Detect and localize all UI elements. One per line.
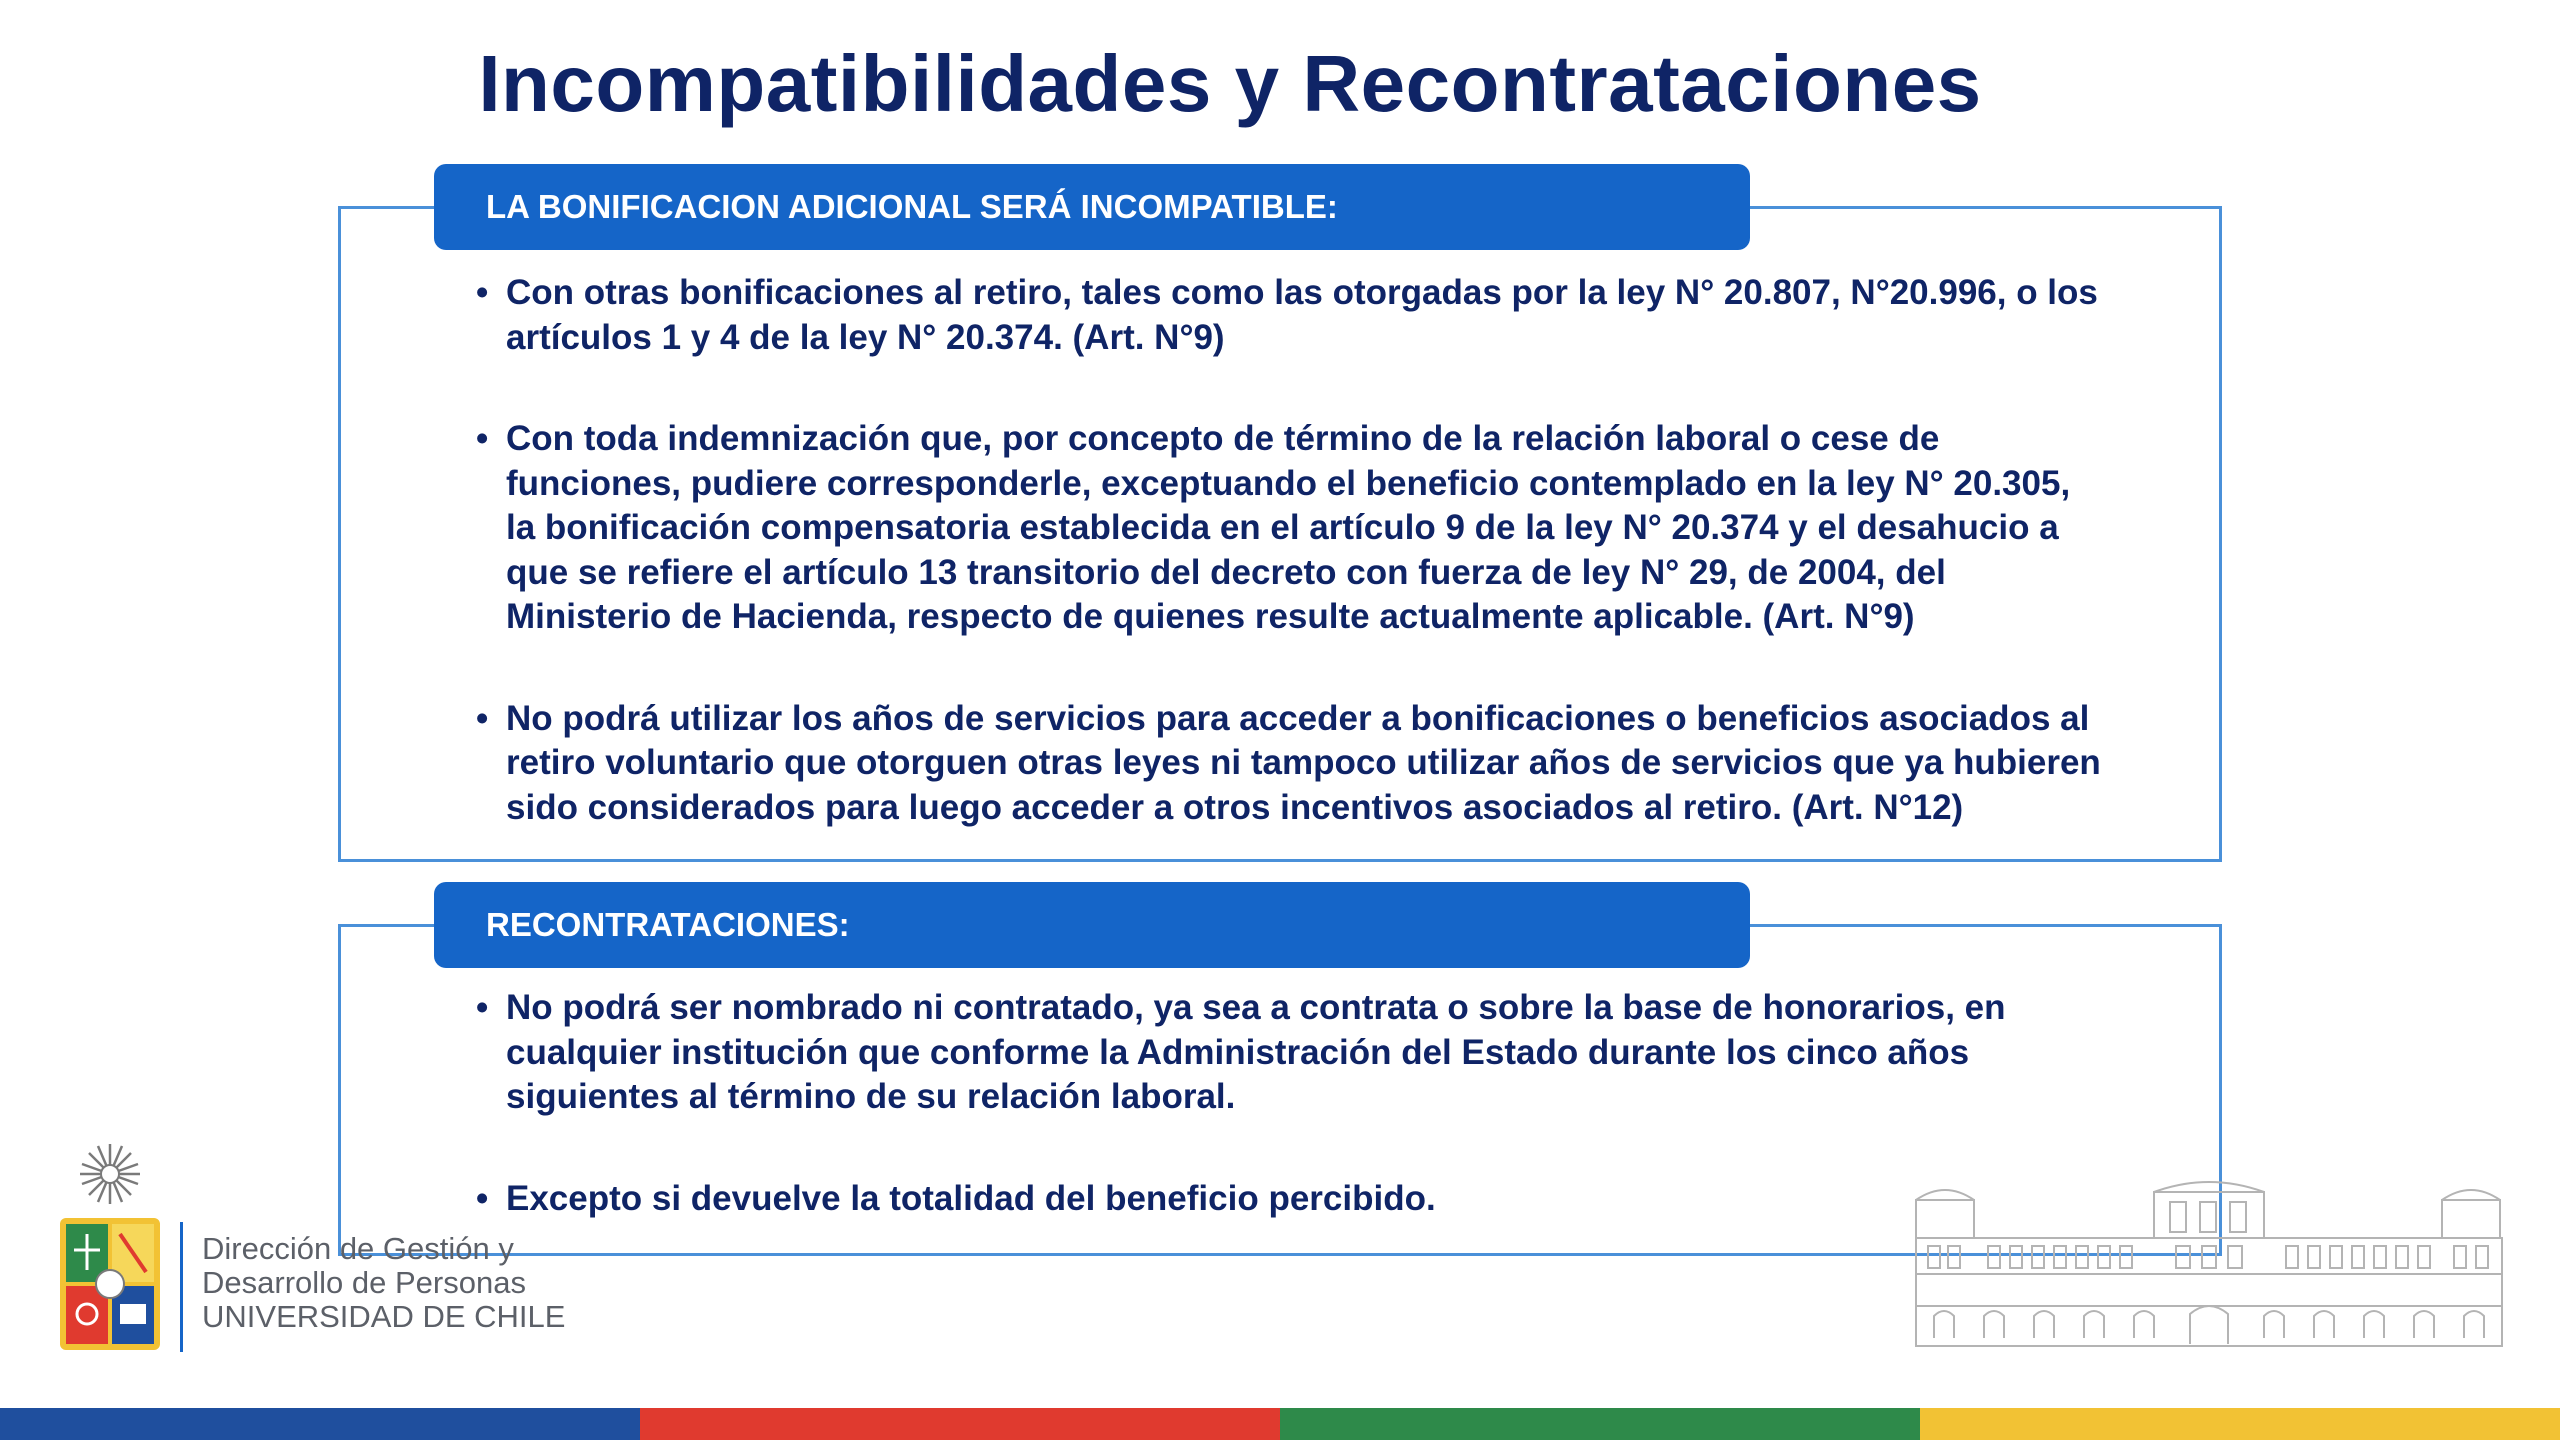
stripe-green [1280, 1408, 1920, 1440]
stripe-blue [0, 1408, 640, 1440]
list-item: • No podrá ser nombrado ni contratado, ya sea a contrata o sobre la base de honorarios, en cualquier institución que conforme la Administración del Estado durante los cinco años siguientes al término de su relación laboral. [482, 986, 2102, 1120]
list-item: • No podrá utilizar los años de servicios para acceder a bonificaciones o beneficios asociados al retiro voluntario que otorguen otras leyes ni tampoco utilizar años de servicios que ya hubieren sido considerados para luego acceder a otros incentivos asociados al retiro. (Art. N°12) [482, 697, 2102, 831]
logo-line-3: UNIVERSIDAD DE CHILE [202, 1299, 566, 1334]
logo-line-2: Desarrollo de Personas [202, 1265, 526, 1300]
institution-name [202, 1232, 565, 1334]
stripe-red [640, 1408, 1280, 1440]
incompatibility-header [434, 164, 1750, 250]
rehiring-list [482, 986, 2102, 1278]
list-item: • Con otras bonificaciones al retiro, tales como las otorgadas por la ley N° 20.807, N°20.996, o los artículos 1 y 4 de la ley N° 20.374. (Art. N°9) [482, 271, 2102, 360]
list-item: • Con toda indemnización que, por concepto de término de la relación laboral o cese de funciones, pudiere corresponderle, exceptuando el beneficio contemplado en la ley N° 20.305, la bonificación compensatoria establecida en el artículo 9 de la ley N° 20.374 y el desahucio a que se refiere el artículo 13 transitorio del decreto con fuerza de ley N° 29, de 2004, del Ministerio de Hacienda, respecto de quienes resulte actualmente aplicable. (Art. N°9) [482, 417, 2102, 640]
university-building-icon [1914, 1178, 2504, 1348]
logo-line-1: Dirección de Gestión y [202, 1231, 514, 1266]
rehiring-header [434, 882, 1750, 968]
incompatibility-list [482, 271, 2102, 887]
slide-title: Incompatibilidades y Recontrataciones [478, 39, 1982, 128]
stripe-yellow [1920, 1408, 2560, 1440]
incompatibility-heading: LA BONIFICACION ADICIONAL SERÁ INCOMPATIBLE: [486, 188, 1338, 225]
brand-color-stripe [0, 1408, 2560, 1440]
list-item: • Excepto si devuelve la totalidad del beneficio percibido. [482, 1177, 2102, 1222]
rehiring-heading: RECONTRATACIONES: [486, 906, 850, 943]
logo-divider [180, 1222, 183, 1352]
